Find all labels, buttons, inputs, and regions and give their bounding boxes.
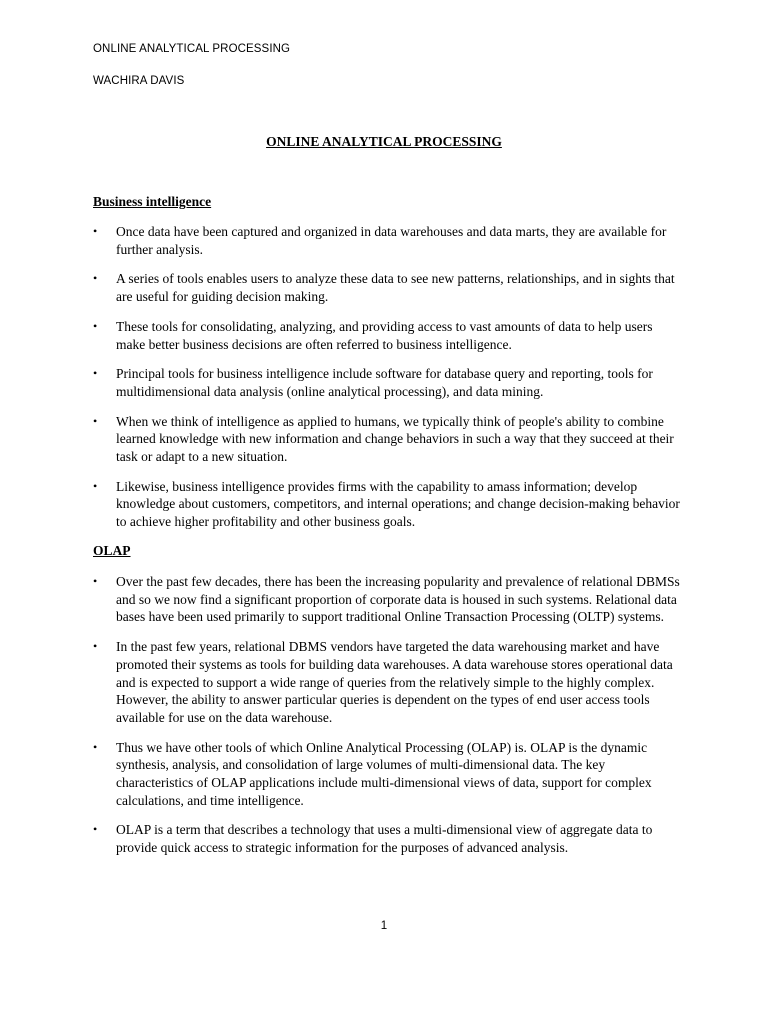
list-item <box>93 638 683 727</box>
bullet-list-business-intelligence <box>93 223 683 543</box>
list-item-text: In the past few years, relational DBMS vendors have targeted the data warehousing market and have promoted their systems as tools for building data warehouses. A data warehouse stores operational data and is expected to support a wide range of queries from the relatively simple to the highly complex. However, the ability to answer particular queries is dependent on the types of end user access tools available for use on the data warehouse. <box>116 639 673 725</box>
list-item <box>93 821 683 856</box>
bullet-icon: • <box>93 318 98 333</box>
list-item <box>93 739 683 810</box>
bullet-icon: • <box>93 822 98 837</box>
list-item <box>93 573 683 626</box>
bullet-icon: • <box>93 478 98 493</box>
bullet-icon: • <box>93 271 98 286</box>
list-item-text: Thus we have other tools of which Online Analytical Processing (OLAP) is. OLAP is the dynamic synthesis, analysis, and consolidation of large volumes of multi-dimensional data. The key characteristics of OLAP applications include multi-dimensional views of data, support for complex calculations, and time intelligence. <box>116 739 652 808</box>
list-item-text: Over the past few decades, there has been the increasing popularity and prevalence of relational DBMSs and so we now find a significant proportion of corporate data is housed in such systems. Relational data bases have been used primarily to support traditional Online Transaction Processing (OLTP) systems. <box>116 574 680 625</box>
bullet-icon: • <box>93 224 98 238</box>
bullet-icon: • <box>93 739 98 754</box>
list-item-text: These tools for consolidating, analyzing, and providing access to vast amounts of data to help users make better business decisions are often referred to business intelligence. <box>116 318 653 352</box>
section-heading-olap: OLAP <box>93 543 131 558</box>
bullet-icon: • <box>93 639 98 654</box>
list-item-text: OLAP is a term that describes a technology that uses a multi-dimensional view of aggregate data to provide quick access to strategic information for the purposes of advanced analysis. <box>116 822 653 856</box>
running-header-title: ONLINE ANALYTICAL PROCESSING <box>93 43 291 55</box>
page-number: 1 <box>380 920 388 932</box>
list-item <box>93 223 683 258</box>
list-item-text: Once data have been captured and organized in data warehouses and data marts, they are available for further analysis. <box>116 224 667 257</box>
list-item-text: When we think of intelligence as applied to humans, we typically think of people's ability to combine learned knowledge with new information and change behaviors in such a way that they succeed at their task or adapt to a new situation. <box>116 413 674 465</box>
running-header-author: WACHIRA DAVIS <box>93 75 185 87</box>
bullet-icon: • <box>93 366 98 381</box>
list-item-text: Principal tools for business intelligence include software for database query and reporting, tools for multidimensional data analysis (online analytical processing), and data mining. <box>116 366 653 399</box>
bullet-icon: • <box>93 413 98 428</box>
list-item <box>93 270 683 305</box>
bullet-icon: • <box>93 574 98 588</box>
bullet-list-olap <box>93 573 683 869</box>
list-item <box>93 413 683 466</box>
section-heading-business-intelligence: Business intelligence <box>93 194 212 209</box>
list-item-text: A series of tools enables users to analyze these data to see new patterns, relationships, and in sights that are useful for guiding decision making. <box>116 271 675 305</box>
list-item <box>93 478 683 531</box>
list-item <box>93 318 683 353</box>
list-item <box>93 365 683 400</box>
document-title: ONLINE ANALYTICAL PROCESSING <box>266 134 502 149</box>
list-item-text: Likewise, business intelligence provides firms with the capability to amass information; develop knowledge about customers, competitors, and internal operations; and change decision-making behavior to achieve higher profitability and other business goals. <box>116 478 680 530</box>
